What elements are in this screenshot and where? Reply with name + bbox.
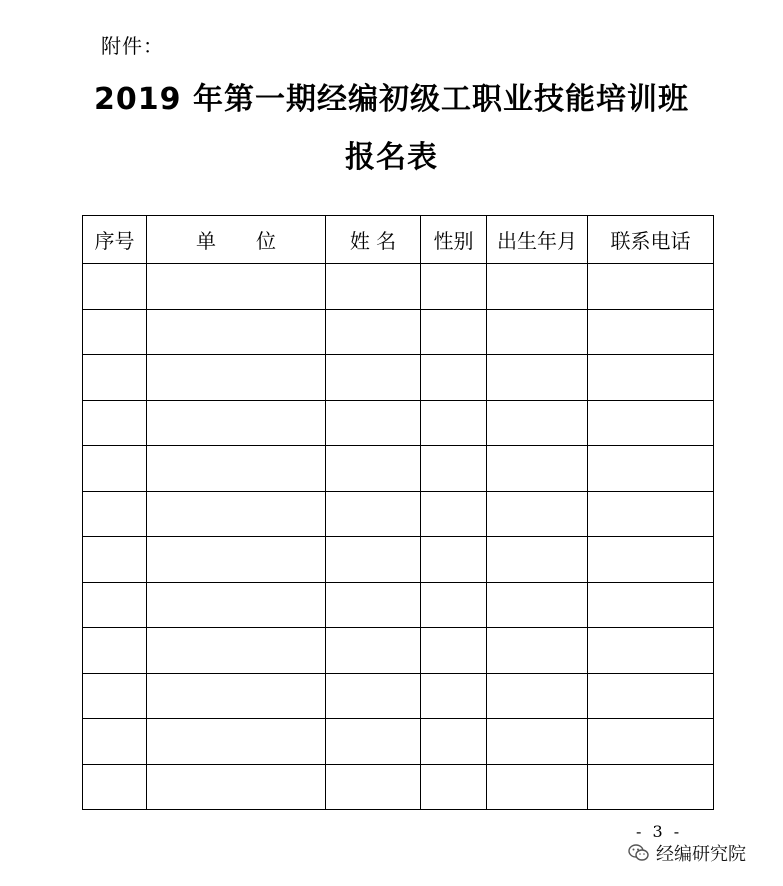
header-organization: 单 位 [147,216,326,264]
cell-serial-number [83,628,147,674]
cell-organization [147,673,326,719]
cell-name [326,264,421,310]
cell-organization [147,719,326,765]
cell-birth-date [487,309,588,355]
wechat-icon [628,843,650,863]
table-row [83,582,714,628]
cell-gender [421,764,487,810]
cell-organization [147,309,326,355]
cell-gender [421,537,487,583]
table-row [83,446,714,492]
table-row [83,673,714,719]
cell-name [326,764,421,810]
page-number: - 3 - [636,822,683,841]
table-row [83,309,714,355]
cell-organization [147,628,326,674]
cell-serial-number [83,491,147,537]
cell-organization [147,537,326,583]
cell-serial-number [83,355,147,401]
cell-name [326,309,421,355]
watermark [628,840,746,866]
table-row [83,628,714,674]
cell-gender [421,264,487,310]
cell-organization [147,264,326,310]
cell-phone [588,264,714,310]
cell-organization [147,400,326,446]
cell-serial-number [83,264,147,310]
cell-phone [588,446,714,492]
cell-gender [421,719,487,765]
cell-phone [588,673,714,719]
cell-serial-number [83,673,147,719]
cell-serial-number [83,537,147,583]
cell-serial-number [83,582,147,628]
attachment-label: 附件： [101,34,164,58]
cell-birth-date [487,628,588,674]
cell-gender [421,582,487,628]
document-subtitle: 报名表 [345,140,438,175]
header-serial-number: 序号 [83,216,147,264]
cell-name [326,673,421,719]
cell-organization [147,764,326,810]
cell-phone [588,764,714,810]
cell-phone [588,400,714,446]
cell-serial-number [83,764,147,810]
cell-serial-number [83,309,147,355]
table-row [83,355,714,401]
cell-gender [421,355,487,401]
document-title: 2019 年第一期经编初级工职业技能培训班 [94,82,689,117]
cell-organization [147,446,326,492]
cell-birth-date [487,491,588,537]
cell-birth-date [487,537,588,583]
cell-birth-date [487,673,588,719]
cell-organization [147,491,326,537]
cell-birth-date [487,264,588,310]
table-row [83,764,714,810]
table-row [83,719,714,765]
cell-phone [588,355,714,401]
header-name: 姓 名 [326,216,421,264]
cell-organization [147,355,326,401]
table-row [83,491,714,537]
table-row [83,400,714,446]
cell-birth-date [487,582,588,628]
cell-phone [588,537,714,583]
cell-birth-date [487,355,588,401]
cell-name [326,582,421,628]
header-birth-date: 出生年月 [487,216,588,264]
table-row [83,264,714,310]
cell-serial-number [83,446,147,492]
cell-serial-number [83,719,147,765]
cell-gender [421,491,487,537]
cell-gender [421,400,487,446]
cell-name [326,446,421,492]
cell-name [326,355,421,401]
cell-name [326,537,421,583]
registration-table [82,215,714,810]
table-header-row [83,216,714,264]
cell-phone [588,719,714,765]
cell-name [326,628,421,674]
cell-birth-date [487,446,588,492]
cell-serial-number [83,400,147,446]
cell-gender [421,446,487,492]
cell-name [326,400,421,446]
table-body [83,264,714,810]
cell-phone [588,628,714,674]
cell-birth-date [487,764,588,810]
cell-birth-date [487,400,588,446]
watermark-text: 经编研究院 [656,844,746,865]
header-gender: 性别 [421,216,487,264]
cell-phone [588,491,714,537]
cell-name [326,491,421,537]
cell-gender [421,309,487,355]
cell-gender [421,628,487,674]
cell-name [326,719,421,765]
table-row [83,537,714,583]
cell-phone [588,309,714,355]
cell-organization [147,582,326,628]
cell-phone [588,582,714,628]
cell-birth-date [487,719,588,765]
cell-gender [421,673,487,719]
header-phone: 联系电话 [588,216,714,264]
